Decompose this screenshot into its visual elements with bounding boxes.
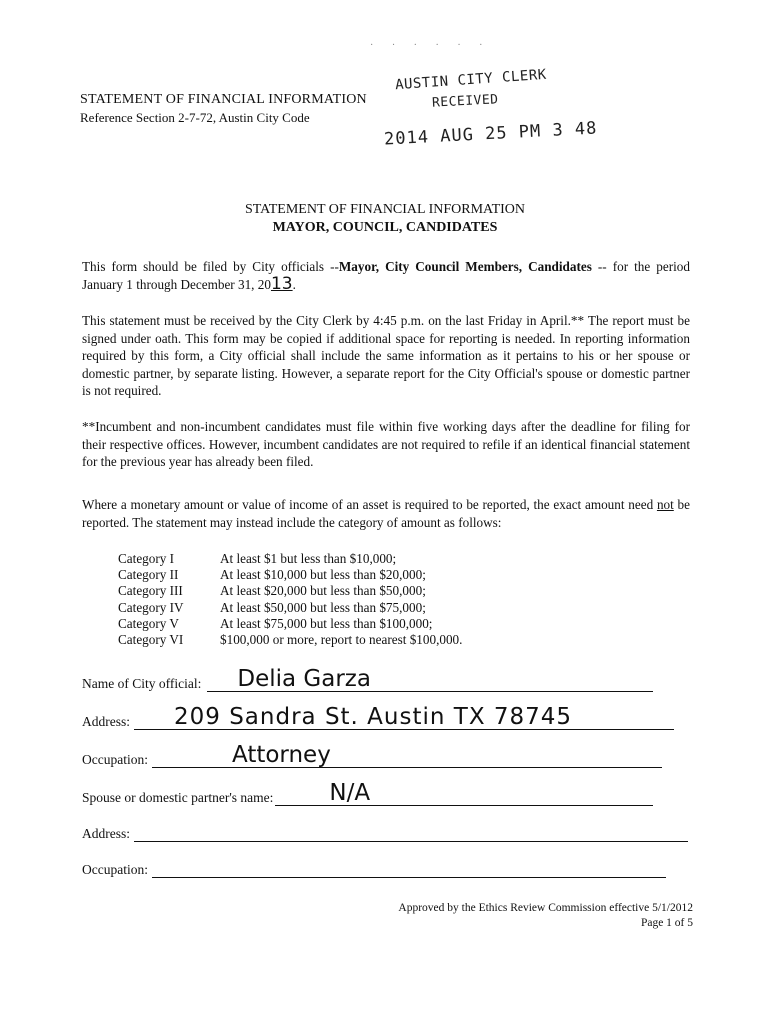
category-row (118, 632, 462, 648)
spouse-name-value: N/A (329, 780, 371, 806)
filing-period-paragraph (82, 258, 690, 293)
category-range: At least $1 but less than $10,000; (220, 551, 397, 566)
category-row (118, 616, 462, 632)
category-range: At least $20,000 but less than $50,000; (220, 583, 426, 599)
categories-intro-paragraph (82, 496, 690, 531)
category-row (118, 583, 462, 599)
spouse-name-field (82, 780, 653, 806)
category-row (118, 551, 462, 567)
form-subtitle: MAYOR, COUNCIL, CANDIDATES (272, 220, 498, 235)
p4-text-before: Where a monetary amount or value of income of an asset is required to be reported, the exact amount need (82, 497, 657, 512)
scan-dots: · · · · · · (370, 40, 491, 51)
category-range: At least $50,000 but less than $75,000; (220, 599, 426, 615)
address-value: 209 Sandra St. Austin TX 78745 (174, 704, 573, 730)
category-row (118, 567, 462, 583)
official-name-value: Delia Garza (237, 666, 371, 692)
header-reference: Reference Section 2-7-72, Austin City Code (80, 110, 310, 125)
spouse-name-label: Spouse or domestic partner's name: (82, 790, 274, 805)
spouse-address-input[interactable] (134, 827, 688, 842)
category-name: Category I (118, 551, 175, 566)
p1-end: . (292, 276, 296, 292)
category-range: At least $10,000 but less than $20,000; (220, 567, 426, 583)
address-label: Address: (82, 714, 130, 729)
year-handwritten: 13 (270, 273, 293, 294)
official-name-label: Name of City official: (82, 676, 202, 691)
p4-underlined: not (656, 497, 674, 512)
category-name: Category V (118, 615, 179, 631)
approval-note: Approved by the Ethics Review Commission effective 5/1/2012 (398, 902, 693, 914)
candidates-paragraph: **Incumbent and non-incumbent candidates must file within five working days after the deadline for filing for their respective offices. However, incumbent candidates are not required to refile if an identical financial statement for the previous year has already been filed. (82, 419, 690, 469)
occupation-label: Occupation: (82, 752, 148, 767)
occupation-input[interactable] (152, 742, 662, 768)
category-name: Category IV (118, 599, 184, 615)
spouse-occupation-field (82, 862, 666, 878)
spouse-occupation-input[interactable] (152, 863, 666, 878)
p1-text-before: This form should be filed by City officials -- (82, 259, 339, 274)
spouse-address-label: Address: (82, 826, 130, 841)
received-stamp-datetime: 2014 AUG 25 PM 3 48 (383, 118, 598, 150)
form-title: STATEMENT OF FINANCIAL INFORMATION (244, 202, 526, 217)
official-name-input[interactable] (207, 666, 653, 692)
category-name: Category VI (118, 631, 184, 647)
page-number: Page 1 of 5 (640, 917, 693, 929)
occupation-field (82, 742, 662, 768)
received-stamp-line2: RECEIVED (431, 92, 499, 111)
address-field (82, 704, 674, 730)
category-range: $100,000 or more, report to nearest $100,000. (220, 631, 463, 647)
category-name: Category III (118, 583, 183, 599)
spouse-occupation-label: Occupation: (82, 862, 148, 877)
category-range: At least $75,000 but less than $100,000; (220, 615, 433, 631)
spouse-name-input[interactable] (275, 780, 653, 806)
category-list (118, 551, 462, 648)
occupation-value: Attorney (231, 742, 331, 768)
official-name-field (82, 666, 653, 692)
category-name: Category II (118, 567, 179, 583)
address-input[interactable] (134, 704, 674, 730)
received-stamp-line1: AUSTIN CITY CLERK (394, 66, 548, 94)
p1-text-after: -- for the period January 1 through December 31, 20 (82, 259, 690, 292)
p1-bold-text: Mayor, City Council Members, Candidates (338, 259, 592, 274)
category-row (118, 600, 462, 616)
p4-text-after: be reported. The statement may instead include the category of amount as follows: (82, 497, 690, 530)
deadline-paragraph: This statement must be received by the City Clerk by 4:45 p.m. on the last Friday in April.** The report must be signed under oath. This form may be copied if additional space for reporting is needed. In reporting information required by this form, a City official shall include the same information as it pertains to his or her spouse or domestic partner, by separate listing. However, a separate report for the City Official's spouse or domestic partner is not required. (82, 313, 690, 398)
header-title: STATEMENT OF FINANCIAL INFORMATION (80, 92, 367, 107)
spouse-address-field (82, 826, 688, 842)
